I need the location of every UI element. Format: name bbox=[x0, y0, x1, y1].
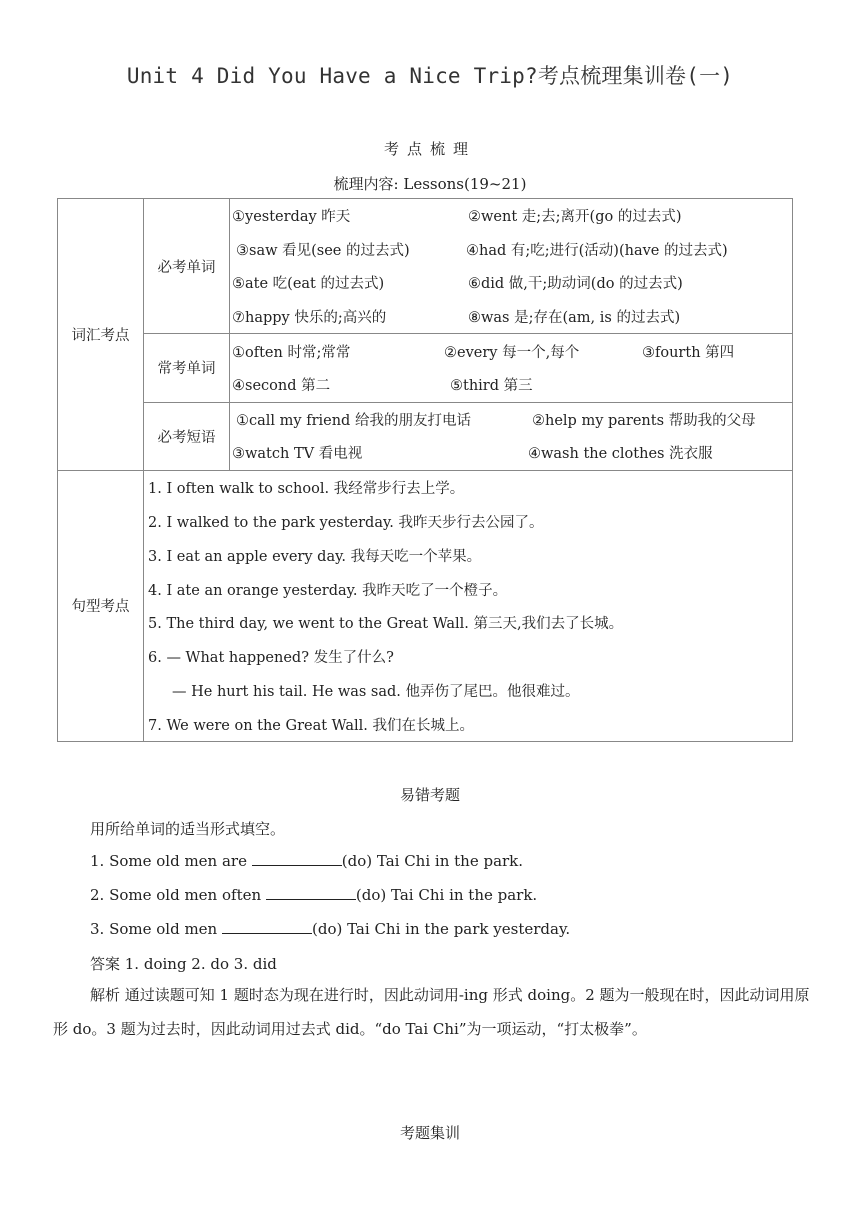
sentence-item: 7. We were on the Great Wall. 我们在长城上。 bbox=[148, 717, 474, 734]
must-word: ③saw 看见(see 的过去式) bbox=[236, 242, 410, 259]
question-prefix: 3. Some old men bbox=[90, 920, 222, 938]
analysis-paragraph: 解析 通过读题可知 1 题时态为现在进行时，因此动词用-ing 形式 doing。2 题为一般现在时，因此动词用原形 do。3 题为过去时，因此动词用过去式 did。“do Tai Chi”为一项运动，“打太极拳”。 bbox=[53, 986, 810, 1038]
review-table bbox=[57, 198, 793, 742]
common-word: ①often 时常;常常 bbox=[232, 344, 351, 361]
must-word: ⑥did 做,干;助动词(do 的过去式) bbox=[468, 276, 683, 293]
answer-line: 答案 1. doing 2. do 3. did bbox=[90, 955, 277, 973]
question-suffix: (do) Tai Chi in the park. bbox=[341, 852, 524, 870]
sentence-category-label: 句型考点 bbox=[71, 599, 130, 616]
sentence-item: 1. I often walk to school. 我经常步行去上学。 bbox=[148, 481, 465, 498]
must-words-label-cell bbox=[144, 199, 230, 334]
section-heading-review: 考点梳理 bbox=[383, 140, 476, 158]
sentence-item: 5. The third day, we went to the Great Wall. 第三天,我们去了长城。 bbox=[148, 616, 624, 633]
section-heading-mistakes: 易错考题 bbox=[399, 786, 460, 804]
phrases-cell bbox=[230, 402, 793, 470]
sentence-item: 3. I eat an apple every day. 我每天吃一个苹果。 bbox=[148, 548, 482, 565]
answer-blank bbox=[222, 919, 312, 934]
sentence-item: — He hurt his tail. He was sad. 他弄伤了尾巴。他很难过。 bbox=[172, 683, 580, 700]
must-word: ⑤ate 吃(eat 的过去式) bbox=[232, 276, 385, 293]
must-word: ②went 走;去;离开(go 的过去式) bbox=[468, 209, 682, 226]
question-2 bbox=[90, 885, 537, 904]
answer-blank bbox=[266, 885, 356, 900]
sentences-cell bbox=[144, 470, 793, 741]
common-words-cell bbox=[230, 334, 793, 402]
common-word: ④second 第二 bbox=[232, 378, 331, 395]
sentence-item: 2. I walked to the park yesterday. 我昨天步行去公园了。 bbox=[148, 514, 544, 531]
section-heading-practice: 考题集训 bbox=[399, 1124, 460, 1142]
question-suffix: (do) Tai Chi in the park. bbox=[355, 886, 538, 904]
vocab-category-cell bbox=[58, 199, 144, 471]
review-scope: 梳理内容: Lessons(19~21) bbox=[333, 175, 527, 193]
phrase: ④wash the clothes 洗衣服 bbox=[528, 446, 713, 463]
must-word: ⑧was 是;存在(am, is 的过去式) bbox=[468, 310, 681, 327]
common-word: ②every 每一个,每个 bbox=[444, 344, 580, 361]
phrases-label: 必考短语 bbox=[157, 429, 216, 446]
common-word: ③fourth 第四 bbox=[642, 344, 735, 361]
must-words-cell bbox=[230, 199, 793, 334]
sentence-item: 6. — What happened? 发生了什么? bbox=[148, 650, 394, 667]
must-word: ①yesterday 昨天 bbox=[232, 209, 351, 226]
must-words-label: 必考单词 bbox=[157, 259, 216, 276]
common-words-label: 常考单词 bbox=[157, 361, 216, 378]
page-title: Unit 4 Did You Have a Nice Trip?考点梳理集训卷(一) bbox=[126, 64, 734, 88]
must-word: ⑦happy 快乐的;高兴的 bbox=[232, 310, 387, 327]
common-words-label-cell bbox=[144, 334, 230, 402]
question-1 bbox=[90, 851, 523, 870]
instruction: 用所给单词的适当形式填空。 bbox=[90, 820, 286, 838]
phrase: ③watch TV 看电视 bbox=[232, 446, 363, 463]
question-prefix: 1. Some old men are bbox=[90, 852, 252, 870]
question-3 bbox=[90, 919, 570, 938]
answer-blank bbox=[252, 851, 342, 866]
phrase: ①call my friend 给我的朋友打电话 bbox=[236, 412, 471, 429]
must-word: ④had 有;吃;进行(活动)(have 的过去式) bbox=[466, 242, 728, 259]
sentence-category-cell bbox=[58, 470, 144, 741]
sentence-item: 4. I ate an orange yesterday. 我昨天吃了一个橙子。 bbox=[148, 582, 508, 599]
question-prefix: 2. Some old men often bbox=[90, 886, 266, 904]
question-suffix: (do) Tai Chi in the park yesterday. bbox=[311, 920, 571, 938]
phrases-label-cell bbox=[144, 402, 230, 470]
vocab-category-label: 词汇考点 bbox=[71, 327, 130, 344]
common-word: ⑤third 第三 bbox=[450, 378, 533, 395]
phrase: ②help my parents 帮助我的父母 bbox=[532, 412, 756, 429]
